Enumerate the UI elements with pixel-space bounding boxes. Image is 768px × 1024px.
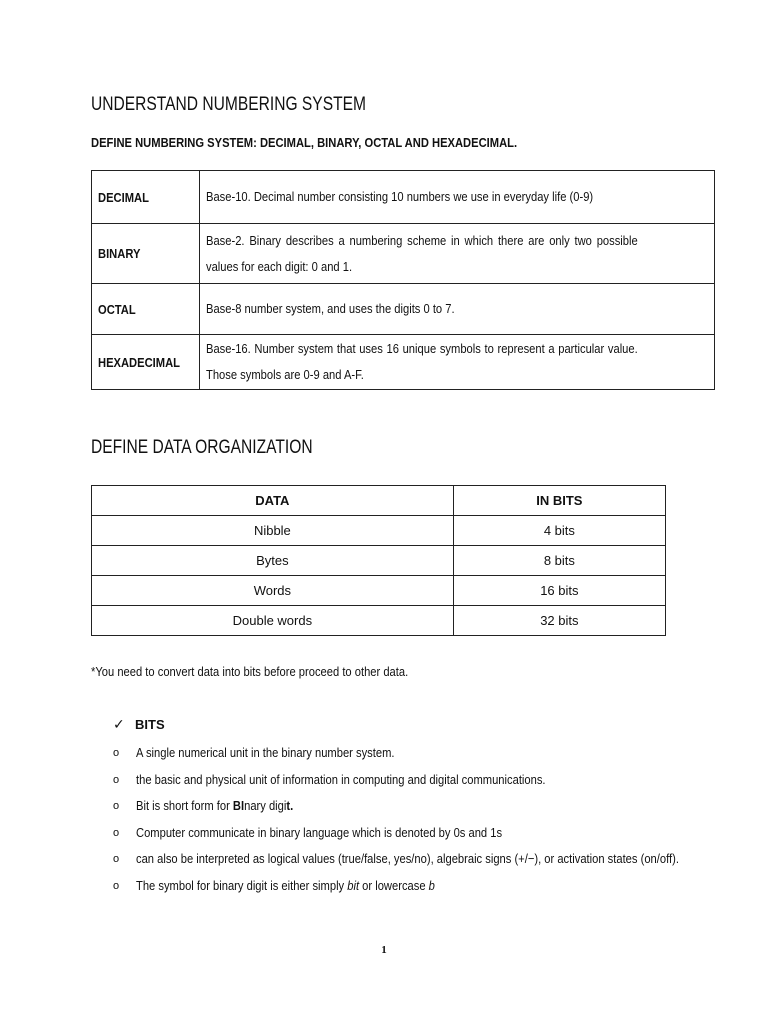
definition-cell: [200, 171, 715, 224]
list-item-text: The symbol for binary digit is either simply bit or lowercase b: [136, 877, 435, 893]
table-cell: Words: [92, 576, 454, 606]
column-header: DATA: [92, 486, 454, 516]
list-item-text: can also be interpreted as logical values (true/false, yes/no), algebraic signs (+/−), or activation states (on/off).: [136, 851, 679, 866]
list-item: [113, 740, 693, 767]
definition-text: Base-8 number system, and uses the digits 0 to 7.: [206, 301, 455, 316]
section-title-text: DEFINE DATA ORGANIZATION: [91, 437, 313, 458]
table-cell: 8 bits: [453, 546, 665, 576]
table-cell: 32 bits: [453, 606, 665, 636]
term-cell: [92, 284, 200, 335]
table-cell: 4 bits: [453, 516, 665, 546]
table-row: [92, 335, 715, 390]
definition-text: Base-10. Decimal number consisting 10 numbers we use in everyday life (0-9): [206, 189, 594, 204]
term-text: BINARY: [98, 246, 141, 261]
table-cell: Bytes: [92, 546, 454, 576]
table-row: [92, 224, 715, 284]
term-text: OCTAL: [98, 301, 136, 317]
term-cell: [92, 335, 200, 390]
bits-heading: [113, 716, 165, 733]
column-header: IN BITS: [453, 486, 665, 516]
bullet-icon: o: [113, 800, 120, 812]
term-cell: [92, 224, 200, 284]
definition-cell: [200, 284, 715, 335]
term-cell: [92, 171, 200, 224]
table-cell: Double words: [92, 606, 454, 636]
bullet-icon: o: [113, 826, 120, 839]
bullet-icon: o: [113, 853, 120, 865]
section-title: [91, 437, 361, 459]
term-text: HEXADECIMAL: [98, 354, 180, 370]
bits-heading-text: BITS: [135, 717, 165, 732]
note-text-content: *You need to convert data into bits before proceed to other data.: [91, 664, 409, 679]
page-number: 1: [381, 944, 387, 956]
definition-cell: [200, 335, 715, 390]
bits-list: [113, 740, 693, 899]
list-item: [113, 846, 693, 873]
list-item: [113, 873, 693, 900]
list-item-text: A single numerical unit in the binary number system.: [136, 745, 395, 760]
definition-text: Base-2. Binary describes a numbering scheme in which there are only two possible values for each digit: 0 and 1.: [206, 232, 639, 274]
list-item: [113, 793, 693, 820]
bullet-icon: o: [113, 773, 120, 786]
table-cell: Nibble: [92, 516, 454, 546]
checkmark-icon: ✓: [113, 716, 125, 732]
list-item: [113, 767, 693, 794]
note-text: [91, 664, 460, 679]
table-row: [92, 606, 666, 636]
table-row: [92, 576, 666, 606]
list-item-text: the basic and physical unit of information in computing and digital communications.: [136, 771, 546, 787]
data-organization-table: [91, 485, 666, 636]
numbering-system-table: [91, 170, 715, 390]
list-item-text: Bit is short form for BInary digit.: [136, 798, 294, 813]
page-title-text: UNDERSTAND NUMBERING SYSTEM: [91, 94, 366, 115]
bullet-icon: o: [113, 747, 120, 759]
list-item-text: Computer communicate in binary language which is denoted by 0s and 1s: [136, 824, 503, 840]
table-row: [92, 516, 666, 546]
section-subtitle-text: DEFINE NUMBERING SYSTEM: DECIMAL, BINARY, OCTAL AND HEXADECIMAL.: [91, 135, 518, 150]
term-text: DECIMAL: [98, 189, 149, 205]
list-item: [113, 820, 693, 847]
table-header-row: [92, 486, 666, 516]
table-row: [92, 284, 715, 335]
table-row: [92, 171, 715, 224]
definition-text: Base-16. Number system that uses 16 unique symbols to represent a particular value. Those symbols are 0-9 and A-F.: [206, 341, 639, 382]
page-title: [91, 94, 426, 116]
definition-cell: [200, 224, 715, 284]
section-subtitle: [91, 135, 586, 150]
table-cell: 16 bits: [453, 576, 665, 606]
table-row: [92, 546, 666, 576]
bullet-icon: o: [113, 879, 120, 892]
